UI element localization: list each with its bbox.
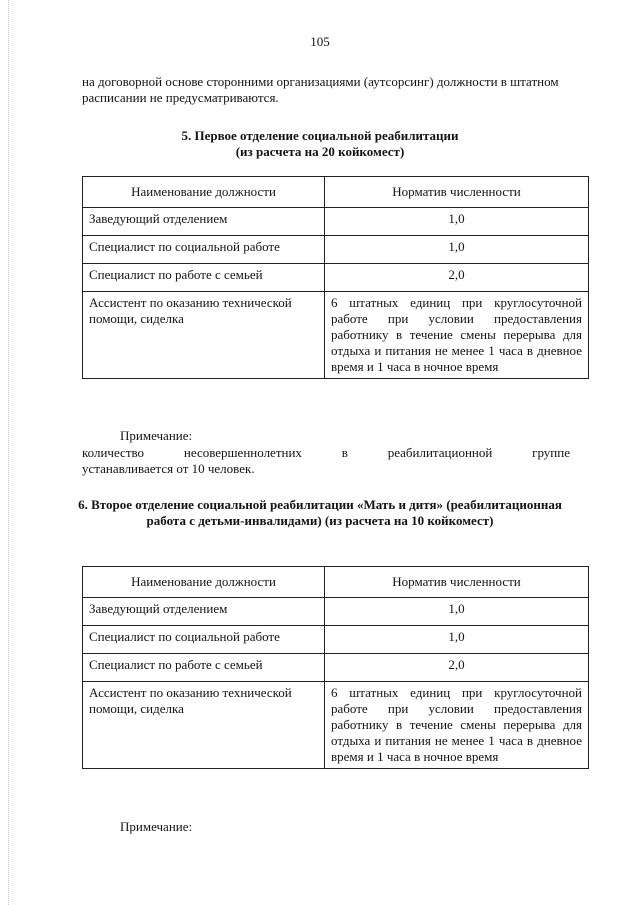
norm-cell: 1,0 (325, 626, 589, 654)
table-row (83, 654, 589, 682)
norm-cell: 1,0 (325, 208, 589, 236)
position-cell: Ассистент по оказанию технической помощи, сиделка (83, 682, 325, 769)
table-header-row (83, 177, 589, 208)
norm-cell: 1,0 (325, 236, 589, 264)
column-header-norm: Норматив численности (325, 177, 589, 208)
norm-cell: 2,0 (325, 654, 589, 682)
section-6-staff-table (82, 566, 589, 769)
section-5-note-line-2: устанавливается от 10 человек. (82, 461, 255, 476)
section-5-note-label: Примечание: (120, 428, 193, 443)
section-5-staff-table (82, 176, 589, 379)
table-row (83, 236, 589, 264)
section-5-heading (60, 128, 580, 160)
norm-cell: 6 штатных единиц при круглосуточной работе при условии предоставления работнику в течение смены перерыва для отдыха и питания не менее 1 часа в дневное время и 1 часа в ночное время (325, 682, 589, 769)
column-header-norm: Норматив численности (325, 567, 589, 598)
section-5-note-line-1: количество несовершеннолетних в реабилитационной группе (82, 445, 570, 460)
table-row (83, 264, 589, 292)
section-6-heading: 6. Второе отделение социальной реабилитации «Мать и дитя» (реабилитационная работа с детьми-инвалидами) (из расчета на 10 койкомест) (78, 497, 562, 528)
table-row (83, 292, 589, 379)
column-header-position: Наименование должности (83, 177, 325, 208)
table-row (83, 208, 589, 236)
position-cell: Специалист по работе с семьей (83, 264, 325, 292)
section-6-note-label: Примечание: (120, 819, 193, 834)
norm-cell: 1,0 (325, 598, 589, 626)
table-header-row (83, 567, 589, 598)
position-cell: Заведующий отделением (83, 208, 325, 236)
table-row (83, 682, 589, 769)
column-header-position: Наименование должности (83, 567, 325, 598)
section-5-title: 5. Первое отделение социальной реабилитации (181, 128, 459, 143)
left-margin-rule (8, 0, 10, 905)
position-cell: Специалист по работе с семьей (83, 654, 325, 682)
intro-paragraph: на договорной основе сторонними организациями (аутсорсинг) должности в штатном расписании не предусматриваются. (82, 74, 559, 105)
position-cell: Заведующий отделением (83, 598, 325, 626)
norm-cell: 2,0 (325, 264, 589, 292)
position-cell: Специалист по социальной работе (83, 626, 325, 654)
table-row (83, 598, 589, 626)
norm-cell: 6 штатных единиц при круглосуточной работе при условии предоставления работнику в течение смены перерыва для отдыха и питания не менее 1 часа в дневное время и 1 часа в ночное время (325, 292, 589, 379)
position-cell: Ассистент по оказанию технической помощи, сиделка (83, 292, 325, 379)
position-cell: Специалист по социальной работе (83, 236, 325, 264)
page-number: 105 (310, 34, 330, 49)
table-row (83, 626, 589, 654)
section-5-subtitle: (из расчета на 20 койкомест) (235, 144, 405, 159)
